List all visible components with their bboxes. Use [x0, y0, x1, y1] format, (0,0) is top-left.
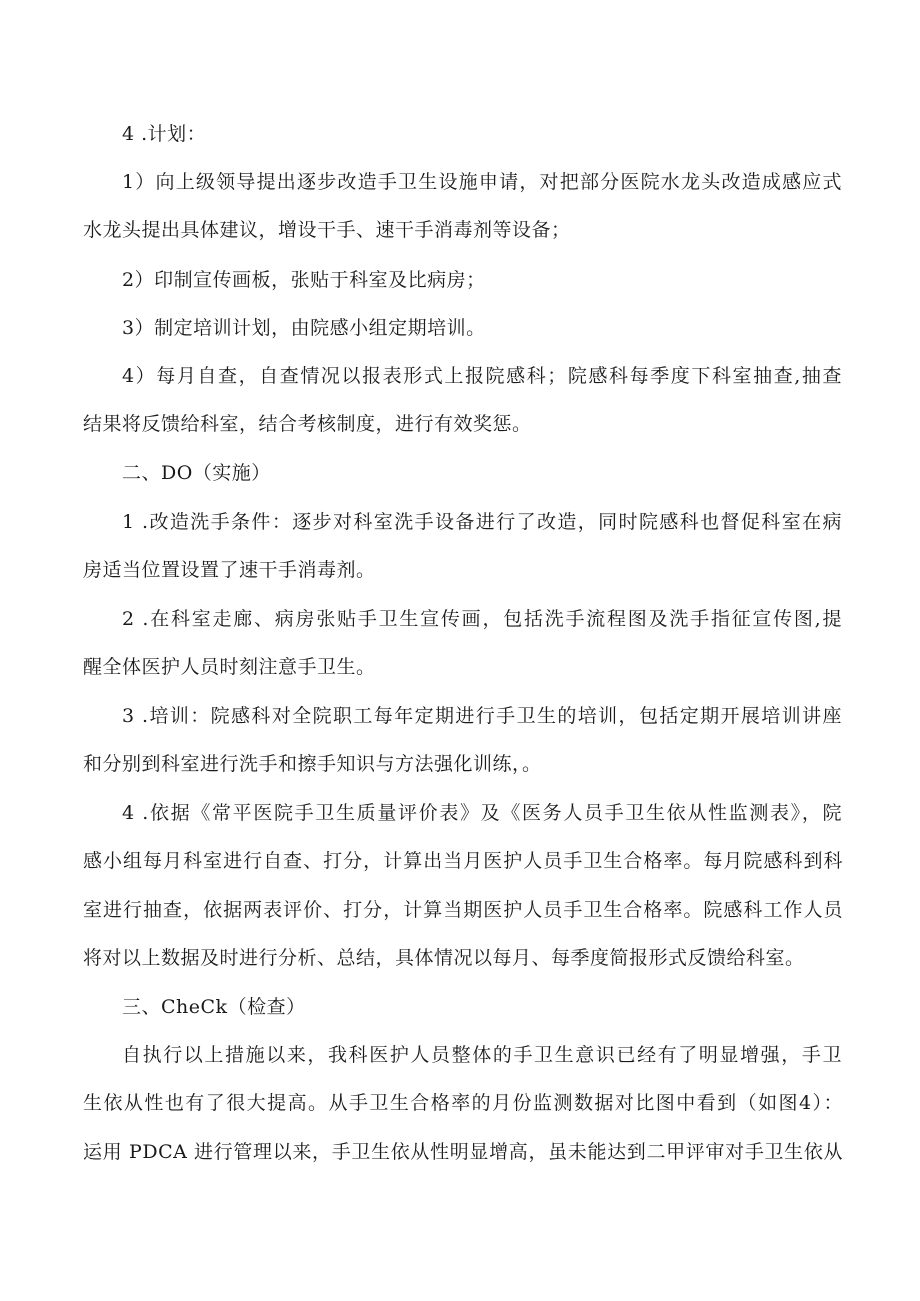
do-item-2-line-1: 2 .在科室走廊、病房张贴手卫生宣传画，包括洗手流程图及洗手指征宣传图,提	[122, 608, 842, 630]
plan-heading: 4 .计划：	[122, 123, 207, 145]
plan-item-1-line-2: 水龙头提出具体建议，增设干手、速干手消毒剂等设备；	[83, 219, 571, 241]
plan-item-4-line-2: 结果将反馈给科室，结合考核制度，进行有效奖惩。	[83, 413, 532, 435]
do-heading: 二、DO（实施）	[122, 462, 271, 484]
do-item-4-line-4: 将对以上数据及时进行分析、总结，具体情况以每月、每季度简报形式反馈给科室。	[83, 947, 805, 969]
do-item-3-line-1: 3 .培训：院感科对全院职工每年定期进行手卫生的培训，包括定期开展培训讲座	[122, 705, 842, 727]
do-item-4-line-3: 室进行抽查，依据两表评价、打分，计算当期医护人员手卫生合格率。院感科工作人员	[83, 899, 843, 921]
do-item-1-line-2: 房适当位置设置了速干手消毒剂。	[83, 559, 376, 581]
do-item-3-line-2: 和分别到科室进行洗手和擦手知识与方法强化训练，。	[83, 753, 542, 775]
check-paragraph-line-3: 运用 PDCA 进行管理以来，手卫生依从性明显增高，虽未能达到二甲评审对手卫生依从	[83, 1141, 843, 1163]
check-paragraph-line-1: 自执行以上措施以来，我科医护人员整体的手卫生意识已经有了明显增强，手卫	[122, 1044, 842, 1066]
check-heading: 三、CheCk（检查）	[122, 996, 306, 1018]
plan-item-1-line-1: 1）向上级领导提出逐步改造手卫生设施申请，对把部分医院水龙头改造成感应式	[122, 171, 842, 193]
do-item-1-line-1: 1 .改造洗手条件：逐步对科室洗手设备进行了改造，同时院感科也督促科室在病	[122, 511, 842, 533]
plan-item-4-line-1: 4）每月自查，自查情况以报表形式上报院感科；院感科每季度下科室抽查,抽查	[122, 365, 842, 387]
plan-item-2: 2）印制宣传画板，张贴于科室及比病房；	[122, 269, 486, 291]
do-item-4-line-2: 感小组每月科室进行自查、打分，计算出当月医护人员手卫生合格率。每月院感科到科	[83, 850, 843, 872]
do-item-4-line-1: 4 .依据《常平医院手卫生质量评价表》及《医务人员手卫生依从性监测表》，院	[122, 802, 842, 824]
check-paragraph-line-2: 生依从性也有了很大提高。从手卫生合格率的月份监测数据对比图中看到（如图4）：	[83, 1092, 843, 1114]
plan-item-3: 3）制定培训计划，由院感小组定期培训。	[122, 317, 486, 339]
do-item-2-line-2: 醒全体医护人员时刻注意手卫生。	[83, 656, 376, 678]
